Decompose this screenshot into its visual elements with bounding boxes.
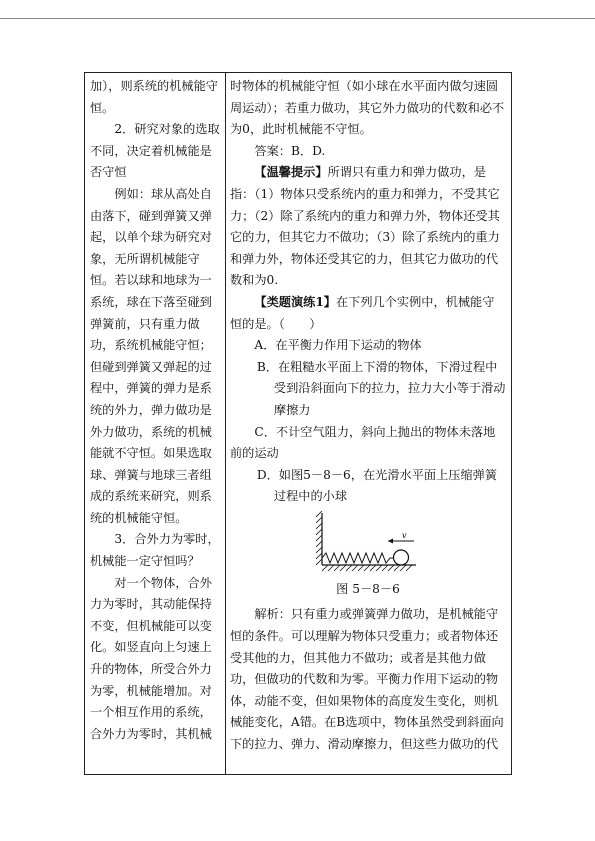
velocity-arrowhead-icon xyxy=(388,538,393,543)
left-paragraph: 加），则系统的机械能守恒。 xyxy=(90,79,218,115)
tip-paragraph xyxy=(230,162,506,292)
figure-caption: 图 5－8－6 xyxy=(336,581,400,596)
option-item: B．在粗糙水平面上下滑的物体，下滑过程中受到沿斜面向下的拉力，拉力大小等于滑动摩擦力 xyxy=(256,359,506,417)
exercise-label: 【类题演练1】 xyxy=(254,294,336,309)
left-paragraph: 3．合外力为零时，机械能一定守恒吗？ xyxy=(90,532,220,569)
tip-label: 【温馨提示】 xyxy=(254,165,328,180)
ball xyxy=(394,550,409,565)
right-intro: 时物体的机械能守恒（如小球在水平面内做匀速圆周运动）；若重力做功，其它外力做功的代数和必不为0，此时机械能不守恒。 xyxy=(230,79,505,137)
column-divider xyxy=(225,72,226,775)
velocity-label: v xyxy=(402,530,407,540)
spring-ball-figure xyxy=(316,511,416,573)
analysis-paragraph: 解析：只有重力或弹簧弹力做功，是机械能守恒的条件。可以理解为物体只受重力；或者物体还受其他的力，但其他力不做功；或者是其他力做功，但做功的代数和为零。平衡力作用下运动的物体，动能不变，但如果物体的高度发生变化，则机械能变化，A错。在B选项中，物体虽然受到斜面向下的拉力、弹力、滑动摩擦力，但这些力做功的代 xyxy=(230,607,504,752)
left-column xyxy=(90,76,220,745)
answer-line: 答案：B．D. xyxy=(254,143,326,158)
option-list xyxy=(230,335,506,508)
wall-hatching xyxy=(316,511,322,565)
spring xyxy=(322,553,394,563)
header-rule xyxy=(0,18,595,19)
left-paragraph: 2．研究对象的选取不同，决定着机械能是否守恒 xyxy=(90,122,220,180)
exercise-paragraph xyxy=(230,292,506,335)
floor-hatching xyxy=(322,565,412,571)
left-paragraph: 对一个物体，合外力为零时，其动能保持不变，但机械能可以变化。如竖直向上匀速上升的物体，所受合外力为零，机械能增加。对一个相互作用的系统，合外力为零时，其机械 xyxy=(90,575,212,741)
left-paragraph: 例如：球从高处自由落下，碰到弹簧又弹起，以单个球为研究对象，无所谓机械能守恒。若以球和地球为一系统，球在下落至碰到弹簧前，只有重力做功，系统机械能守恒；但碰到弹簧又弹起的过程中，弹簧的弹力是系统的外力，弹力做功是外力做功，系统的机械能就不守恒。如果选取球、弹簧与地球三者组成的系统来研究，则系统的机械能守恒。 xyxy=(90,186,212,525)
right-column xyxy=(230,76,506,756)
option-item: D．如图5－8－6，在光滑水平面上压缩弹簧过程中的小球 xyxy=(256,467,498,504)
exercise-text: 在下列几个实例中，机械能守恒的是。（ ） xyxy=(230,294,495,331)
tip-text: 所谓只有重力和弹力做功，是指：（1）物体只受系统内的重力和弹力，不受其它力；（2）除了系统内的重力和弹力外，物体还受其它的力，但其它力不做功；（3）除了系统内的重力和弹力外，物体还受其它的力，但其它力做功的代数和为0. xyxy=(230,165,500,288)
option-item: C．不计空气阻力，斜向上抛出的物体未落地前的运动 xyxy=(230,424,496,461)
option-item: A．在平衡力作用下运动的物体 xyxy=(254,338,422,353)
